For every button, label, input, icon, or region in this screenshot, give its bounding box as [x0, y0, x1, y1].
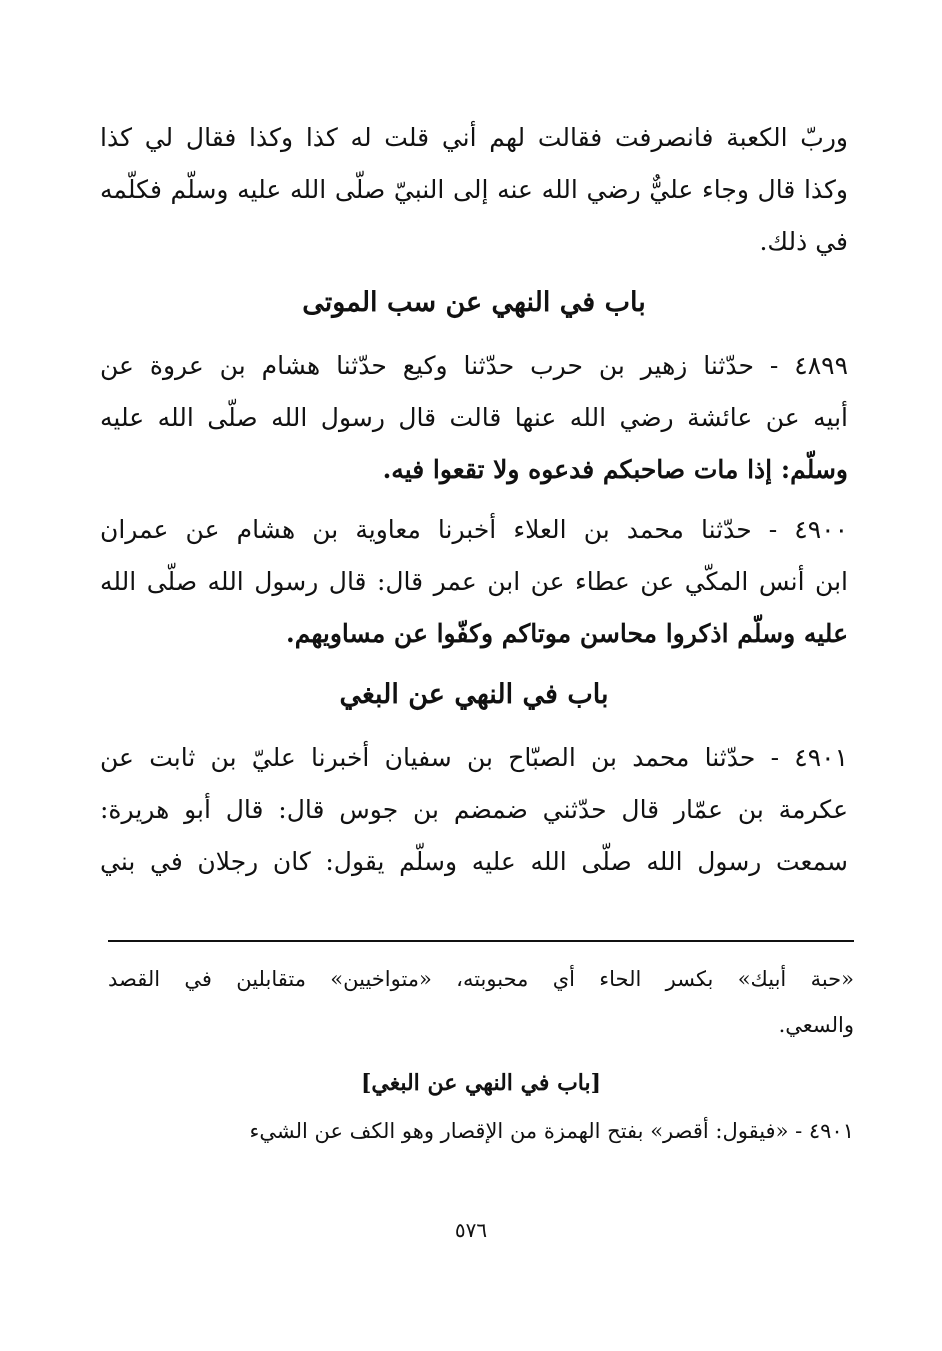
text-line: عليه وسلّم اذكروا محاسن موتاكم وكفّوا عن مساويهم.: [286, 619, 848, 648]
text-line: ٤٨٩٩ - حدّثنا زهير بن حرب حدّثنا وكيع حدّثنا هشام بن عروة عن: [100, 351, 848, 380]
footnote-line: «حبة أبيك» بكسر الحاء أي محبوبته، «متواخيين» متقابلين في القصد: [108, 967, 854, 991]
chapter-heading-transgression: باب في النهي عن البغي: [339, 679, 609, 710]
text-line: وكذا قال وجاء عليٌّ رضي الله عنه إلى النبيّ صلّى الله عليه وسلّم فكلّمه: [100, 175, 848, 204]
text-line: ابن أنس المكّي عن عطاء عن ابن عمر قال: قال رسول الله صلّى الله: [100, 567, 848, 596]
text-line: سمعت رسول الله صلّى الله عليه وسلّم يقول: كان رجلان في بني: [100, 847, 848, 876]
footnote-heading: [باب في النهي عن البغي]: [360, 1070, 602, 1096]
chapter-heading-dead: باب في النهي عن سب الموتى: [302, 287, 646, 318]
hadith-4901: [100, 732, 848, 888]
text-line: وربّ الكعبة فانصرفت فقالت لهم أني قلت له كذا وكذا فقال لي كذا: [100, 123, 848, 152]
footnote-line: والسعي.: [778, 1013, 854, 1037]
text-line: ٤٩٠٠ - حدّثنا محمد بن العلاء أخبرنا معاوية بن هشام عن عمران: [100, 515, 848, 544]
text-line: في ذلك.: [759, 227, 848, 256]
hadith-4900: [100, 504, 848, 660]
text-line: عكرمة بن عمّار قال حدّثني ضمضم بن جوس قال: قال أبو هريرة:: [100, 795, 848, 824]
hadith-4899: [100, 340, 848, 496]
text-line: أبيه عن عائشة رضي الله عنها قالت قال رسول الله صلّى الله عليه: [100, 403, 848, 432]
main-text: [100, 112, 848, 896]
page-number: ٥٧٦: [454, 1218, 488, 1242]
text-line: وسلّم: إذا مات صاحبكم فدعوه ولا تقعوا فيه.: [382, 455, 848, 484]
intro-paragraph: [100, 112, 848, 268]
footnotes: [108, 956, 854, 1154]
text-line: ٤٩٠١ - حدّثنا محمد بن الصبّاح بن سفيان أخبرنا عليّ بن ثابت عن: [100, 743, 848, 772]
footnote-4901: ٤٩٠١ - «فيقول: أقصر» بفتح الهمزة من الإقصار وهو الكف عن الشيء: [249, 1119, 854, 1143]
footnote-divider: [108, 940, 854, 942]
